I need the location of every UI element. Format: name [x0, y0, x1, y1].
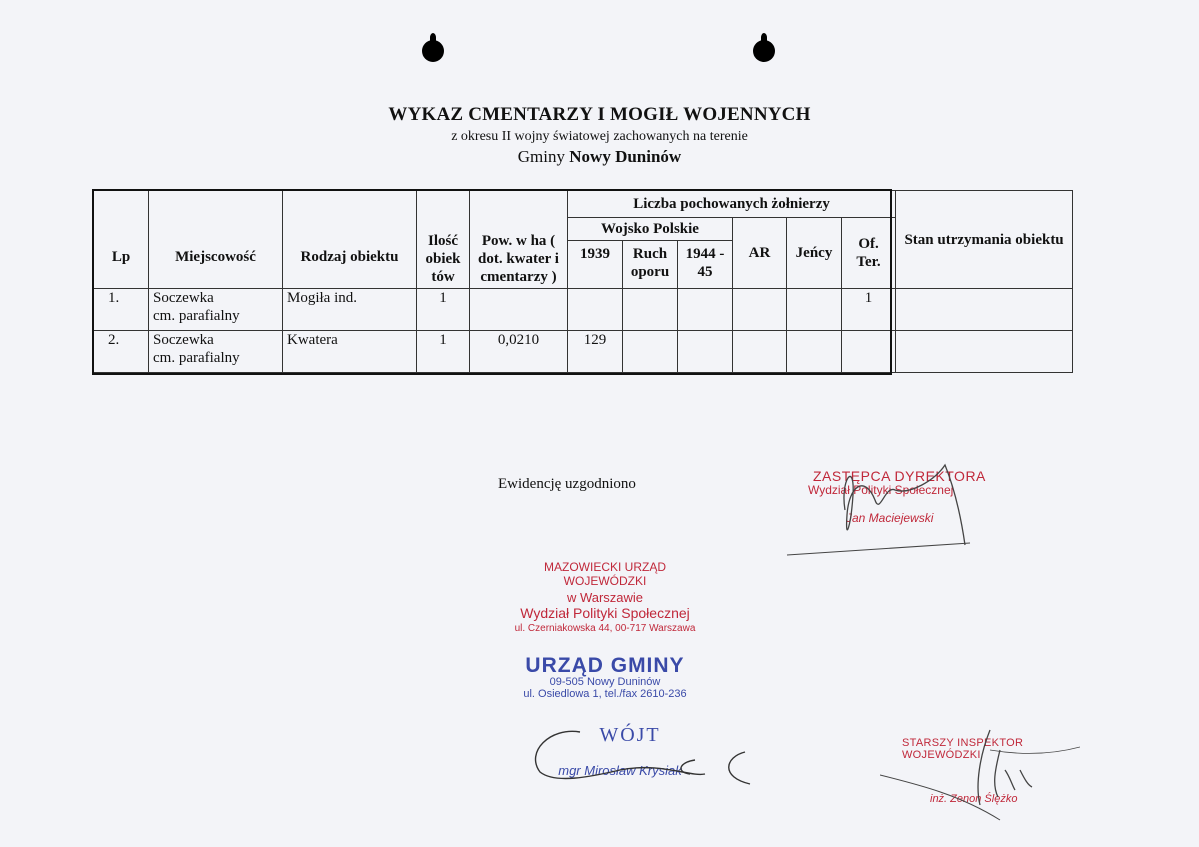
gmina-prefix: Gminy [517, 147, 566, 166]
cell-jency [787, 289, 842, 331]
commune-office-stamp [510, 654, 700, 700]
inspector-signature [880, 715, 1080, 825]
cell-miejscowosc [149, 289, 283, 331]
voivodeship-stamp-line1: MAZOWIECKI URZĄD WOJEWÓDZKI [544, 560, 666, 588]
cell-stan [896, 289, 1073, 331]
cell-ilosc: 1 [417, 331, 470, 373]
cell-1944 [678, 289, 733, 331]
director-stamp-title: ZASTĘPCA DYREKTORA [813, 468, 986, 484]
header-rodzaj-obiektu: Rodzaj obiektu [283, 191, 417, 289]
inspector-stamp-title: STARSZY INSPEKTOR WOJEWÓDZKI [902, 737, 1024, 761]
cell-lp: 2. [94, 331, 149, 373]
punch-hole-left [422, 40, 444, 62]
voivodeship-stamp-line2: w Warszawie [566, 590, 644, 605]
header-of-ter: Of. Ter. [842, 218, 896, 289]
cell-miejscowosc-line2: cm. parafialny [153, 308, 240, 324]
header-liczba-pochowanych: Liczba pochowanych żołnierzy [568, 191, 896, 218]
mayor-signature [520, 722, 760, 792]
director-signature [785, 455, 1005, 565]
cell-1944 [678, 331, 733, 373]
cell-stan [896, 331, 1073, 373]
table-row [94, 331, 1073, 373]
commune-stamp-address: 09-505 Nowy Duninów [549, 676, 661, 688]
director-stamp-name: Jan Maciejewski [846, 511, 934, 525]
cell-jency [787, 331, 842, 373]
cell-miejscowosc-line2: cm. parafialny [153, 350, 240, 366]
cell-miejscowosc [149, 331, 283, 373]
commune-stamp-phone: ul. Osiedlowa 1, tel./fax 2610-236 [523, 688, 687, 700]
cell-of-ter [842, 331, 896, 373]
cell-rodzaj: Mogiła ind. [283, 289, 417, 331]
cell-ar [733, 289, 787, 331]
mayor-stamp-title: WÓJT [599, 724, 661, 746]
gmina-line [0, 147, 1199, 167]
cell-ilosc: 1 [417, 289, 470, 331]
header-miejscowosc: Miejscowość [149, 191, 283, 289]
cell-ar [733, 331, 787, 373]
header-wojsko-polskie: Wojsko Polskie [568, 218, 733, 241]
voivodeship-stamp-line3: Wydział Polityki Społecznej [520, 605, 690, 621]
header-lp: Lp [94, 191, 149, 289]
cell-of-ter: 1 [842, 289, 896, 331]
header-ilosc-obiektow: Ilość obiek tów [417, 191, 470, 289]
cell-1939: 129 [568, 331, 623, 373]
cell-1939 [568, 289, 623, 331]
inspector-stamp-name: inż. Zenon Ślężko [930, 793, 1018, 805]
cell-ruch [623, 289, 678, 331]
gmina-name: Nowy Duninów [569, 147, 682, 166]
director-stamp-dept: Wydział Polityki Społecznej [808, 483, 954, 497]
cell-lp: 1. [94, 289, 149, 331]
header-jency: Jeńcy [787, 218, 842, 289]
voivodeship-office-stamp [505, 560, 705, 634]
document-subtitle: z okresu II wojny światowej zachowanych na terenie [451, 129, 748, 144]
punch-hole-right [753, 40, 775, 62]
mayor-stamp-name: mgr Mirosław Krysiak [558, 763, 682, 778]
cemetery-register-table [93, 190, 1073, 373]
approval-text: Ewidencję uzgodniono [498, 476, 636, 492]
header-1939: 1939 [568, 241, 623, 289]
commune-stamp-title: URZĄD GMINY [525, 654, 685, 677]
cell-rodzaj: Kwatera [283, 331, 417, 373]
voivodeship-stamp-line4: ul. Czerniakowska 44, 00-717 Warszawa [514, 623, 696, 634]
header-ar: AR [733, 218, 787, 289]
cell-pow [470, 289, 568, 331]
table-row [94, 289, 1073, 331]
header-ruch-oporu: Ruch oporu [623, 241, 678, 289]
document-title: WYKAZ CMENTARZY I MOGIŁ WOJENNYCH [388, 104, 811, 125]
cell-miejscowosc-line1: Soczewka [153, 332, 214, 348]
header-stan-utrzymania: Stan utrzymania obiektu [896, 191, 1073, 289]
cell-ruch [623, 331, 678, 373]
header-powierzchnia: Pow. w ha ( dot. kwater i cmentarzy ) [470, 191, 568, 289]
cell-pow: 0,0210 [470, 331, 568, 373]
cell-miejscowosc-line1: Soczewka [153, 290, 214, 306]
header-1944-45: 1944 - 45 [678, 241, 733, 289]
